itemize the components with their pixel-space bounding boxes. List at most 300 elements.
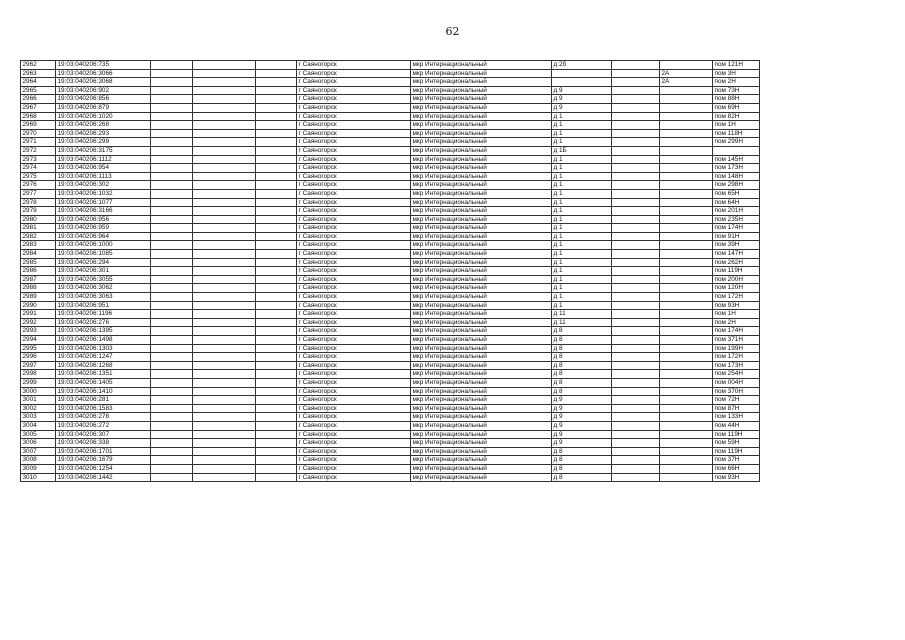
room-cell: пом 298Н	[713, 181, 760, 190]
empty-cell-d	[612, 404, 660, 413]
city-cell: г Саяногорск	[297, 430, 411, 439]
room-cell: пом 91Н	[713, 232, 760, 241]
empty-cell-d	[612, 439, 660, 448]
empty-cell-d	[612, 172, 660, 181]
empty-cell-c	[256, 361, 297, 370]
table-row	[21, 464, 760, 473]
empty-cell-a	[151, 78, 193, 87]
house-cell: д 1	[552, 284, 612, 293]
empty-cell-d	[612, 258, 660, 267]
table-row	[21, 224, 760, 233]
house-cell: д 1	[552, 138, 612, 147]
city-cell: г Саяногорск	[297, 421, 411, 430]
city-cell: г Саяногорск	[297, 361, 411, 370]
empty-cell-d	[612, 353, 660, 362]
cadastral-number-cell: 19:03:040206:1410	[56, 387, 151, 396]
house-cell: д 1	[552, 275, 612, 284]
empty-cell-c	[256, 181, 297, 190]
empty-cell-a	[151, 464, 193, 473]
cadastral-number-cell: 19:03:040206:956	[56, 215, 151, 224]
cadastral-number-cell: 19:03:040206:1020	[56, 112, 151, 121]
empty-cell-b	[193, 464, 256, 473]
cadastral-number-cell: 19:03:040206:1268	[56, 361, 151, 370]
building-cell	[660, 387, 713, 396]
house-cell: д 1	[552, 121, 612, 130]
table-row	[21, 327, 760, 336]
house-cell: д 1	[552, 293, 612, 302]
empty-cell-a	[151, 164, 193, 173]
empty-cell-c	[256, 241, 297, 250]
row-number-cell: 2976	[21, 181, 56, 190]
cadastral-number-cell: 19:03:040206:1498	[56, 336, 151, 345]
row-number-cell: 3008	[21, 456, 56, 465]
cadastral-number-cell: 19:03:040206:1032	[56, 189, 151, 198]
empty-cell-b	[193, 473, 256, 482]
empty-cell-c	[256, 267, 297, 276]
city-cell: г Саяногорск	[297, 284, 411, 293]
city-cell: г Саяногорск	[297, 387, 411, 396]
table-row	[21, 189, 760, 198]
house-cell: д 1	[552, 258, 612, 267]
room-cell: пом 172Н	[713, 353, 760, 362]
empty-cell-d	[612, 112, 660, 121]
room-cell: пом 2Н	[713, 318, 760, 327]
city-cell: г Саяногорск	[297, 241, 411, 250]
empty-cell-c	[256, 293, 297, 302]
street-cell: мкр Интернациональный	[411, 241, 552, 250]
cadastral-number-cell: 19:03:040206:3066	[56, 69, 151, 78]
row-number-cell: 2985	[21, 258, 56, 267]
row-number-cell: 2979	[21, 207, 56, 216]
empty-cell-d	[612, 78, 660, 87]
house-cell: д 8	[552, 327, 612, 336]
city-cell: г Саяногорск	[297, 464, 411, 473]
empty-cell-a	[151, 361, 193, 370]
empty-cell-d	[612, 215, 660, 224]
room-cell: пом 37Н	[713, 456, 760, 465]
street-cell: мкр Интернациональный	[411, 301, 552, 310]
empty-cell-a	[151, 370, 193, 379]
cadastral-number-cell: 19:03:040206:1085	[56, 250, 151, 259]
empty-cell-b	[193, 336, 256, 345]
row-number-cell: 2992	[21, 318, 56, 327]
house-cell	[552, 78, 612, 87]
empty-cell-a	[151, 103, 193, 112]
empty-cell-b	[193, 361, 256, 370]
table-row	[21, 439, 760, 448]
table-row	[21, 155, 760, 164]
house-cell: д 1	[552, 241, 612, 250]
row-number-cell: 3005	[21, 430, 56, 439]
house-cell: д 8	[552, 344, 612, 353]
empty-cell-c	[256, 387, 297, 396]
street-cell: мкр Интернациональный	[411, 464, 552, 473]
empty-cell-d	[612, 232, 660, 241]
empty-cell-c	[256, 473, 297, 482]
room-cell: пом 119Н	[713, 267, 760, 276]
empty-cell-c	[256, 327, 297, 336]
city-cell: г Саяногорск	[297, 447, 411, 456]
empty-cell-d	[612, 370, 660, 379]
room-cell: пом 69Н	[713, 103, 760, 112]
street-cell: мкр Интернациональный	[411, 78, 552, 87]
house-cell: д 8	[552, 336, 612, 345]
empty-cell-c	[256, 404, 297, 413]
empty-cell-a	[151, 224, 193, 233]
empty-cell-d	[612, 207, 660, 216]
empty-cell-d	[612, 413, 660, 422]
empty-cell-b	[193, 215, 256, 224]
street-cell: мкр Интернациональный	[411, 275, 552, 284]
house-cell: д 1	[552, 112, 612, 121]
empty-cell-c	[256, 155, 297, 164]
city-cell: г Саяногорск	[297, 413, 411, 422]
city-cell: г Саяногорск	[297, 336, 411, 345]
row-number-cell: 2974	[21, 164, 56, 173]
row-number-cell: 2986	[21, 267, 56, 276]
empty-cell-c	[256, 189, 297, 198]
street-cell: мкр Интернациональный	[411, 69, 552, 78]
house-cell: д 9	[552, 396, 612, 405]
house-cell: д 11	[552, 310, 612, 319]
empty-cell-c	[256, 439, 297, 448]
empty-cell-a	[151, 95, 193, 104]
city-cell: г Саяногорск	[297, 378, 411, 387]
cadastral-number-cell: 19:03:040206:281	[56, 396, 151, 405]
row-number-cell: 2987	[21, 275, 56, 284]
empty-cell-d	[612, 396, 660, 405]
street-cell: мкр Интернациональный	[411, 396, 552, 405]
cadastral-number-cell: 19:03:040206:1247	[56, 353, 151, 362]
empty-cell-b	[193, 327, 256, 336]
row-number-cell: 2967	[21, 103, 56, 112]
city-cell: г Саяногорск	[297, 172, 411, 181]
cadastral-number-cell: 19:03:040206:735	[56, 61, 151, 70]
empty-cell-c	[256, 86, 297, 95]
empty-cell-c	[256, 78, 297, 87]
empty-cell-b	[193, 61, 256, 70]
building-cell	[660, 267, 713, 276]
city-cell: г Саяногорск	[297, 78, 411, 87]
city-cell: г Саяногорск	[297, 310, 411, 319]
empty-cell-c	[256, 370, 297, 379]
building-cell	[660, 439, 713, 448]
empty-cell-a	[151, 439, 193, 448]
empty-cell-a	[151, 61, 193, 70]
building-cell	[660, 301, 713, 310]
empty-cell-b	[193, 172, 256, 181]
row-number-cell: 2988	[21, 284, 56, 293]
empty-cell-b	[193, 78, 256, 87]
building-cell: 2А	[660, 78, 713, 87]
building-cell	[660, 370, 713, 379]
row-number-cell: 2982	[21, 232, 56, 241]
room-cell: пом 133Н	[713, 413, 760, 422]
empty-cell-a	[151, 207, 193, 216]
row-number-cell: 3002	[21, 404, 56, 413]
empty-cell-b	[193, 164, 256, 173]
empty-cell-b	[193, 258, 256, 267]
table-row	[21, 215, 760, 224]
room-cell: пом 299Н	[713, 138, 760, 147]
building-cell	[660, 121, 713, 130]
empty-cell-c	[256, 224, 297, 233]
street-cell: мкр Интернациональный	[411, 344, 552, 353]
building-cell	[660, 61, 713, 70]
cadastral-number-cell: 19:03:040206:1112	[56, 155, 151, 164]
empty-cell-a	[151, 215, 193, 224]
row-number-cell: 2980	[21, 215, 56, 224]
building-cell	[660, 413, 713, 422]
table-row	[21, 172, 760, 181]
city-cell: г Саяногорск	[297, 112, 411, 121]
table-row	[21, 121, 760, 130]
empty-cell-d	[612, 61, 660, 70]
building-cell	[660, 241, 713, 250]
building-cell	[660, 215, 713, 224]
empty-cell-c	[256, 103, 297, 112]
cadastral-number-cell: 19:03:040206:1000	[56, 241, 151, 250]
table-row	[21, 103, 760, 112]
empty-cell-c	[256, 421, 297, 430]
empty-cell-d	[612, 275, 660, 284]
empty-cell-b	[193, 396, 256, 405]
city-cell: г Саяногорск	[297, 267, 411, 276]
empty-cell-b	[193, 112, 256, 121]
empty-cell-c	[256, 138, 297, 147]
house-cell: д 8	[552, 456, 612, 465]
row-number-cell: 2999	[21, 378, 56, 387]
street-cell: мкр Интернациональный	[411, 370, 552, 379]
room-cell: пом 1Н	[713, 310, 760, 319]
room-cell: пом 254Н	[713, 370, 760, 379]
city-cell: г Саяногорск	[297, 344, 411, 353]
empty-cell-c	[256, 430, 297, 439]
city-cell: г Саяногорск	[297, 95, 411, 104]
room-cell: пом 1Н	[713, 121, 760, 130]
building-cell	[660, 181, 713, 190]
row-number-cell: 2973	[21, 155, 56, 164]
empty-cell-c	[256, 61, 297, 70]
empty-cell-b	[193, 456, 256, 465]
empty-cell-b	[193, 181, 256, 190]
room-cell: пом 371Н	[713, 336, 760, 345]
street-cell: мкр Интернациональный	[411, 439, 552, 448]
house-cell: д 8	[552, 370, 612, 379]
empty-cell-b	[193, 353, 256, 362]
building-cell	[660, 473, 713, 482]
house-cell: д 8	[552, 378, 612, 387]
room-cell: пом 235Н	[713, 215, 760, 224]
row-number-cell: 2984	[21, 250, 56, 259]
empty-cell-c	[256, 396, 297, 405]
cadastral-number-cell: 19:03:040206:1113	[56, 172, 151, 181]
house-cell: д 1	[552, 164, 612, 173]
empty-cell-a	[151, 250, 193, 259]
empty-cell-d	[612, 284, 660, 293]
street-cell: мкр Интернациональный	[411, 138, 552, 147]
building-cell: 2А	[660, 69, 713, 78]
building-cell	[660, 447, 713, 456]
room-cell: пом 119Н	[713, 447, 760, 456]
street-cell: мкр Интернациональный	[411, 473, 552, 482]
empty-cell-a	[151, 155, 193, 164]
house-cell: д 1	[552, 155, 612, 164]
empty-cell-b	[193, 189, 256, 198]
table-row	[21, 413, 760, 422]
row-number-cell: 2965	[21, 86, 56, 95]
row-number-cell: 2977	[21, 189, 56, 198]
city-cell: г Саяногорск	[297, 353, 411, 362]
table-row	[21, 301, 760, 310]
house-cell: д 1	[552, 267, 612, 276]
street-cell: мкр Интернациональный	[411, 430, 552, 439]
room-cell: пом 3Н	[713, 69, 760, 78]
empty-cell-a	[151, 336, 193, 345]
cadastral-number-cell: 19:03:040206:301	[56, 267, 151, 276]
empty-cell-b	[193, 155, 256, 164]
room-cell: пом 93Н	[713, 301, 760, 310]
building-cell	[660, 207, 713, 216]
empty-cell-c	[256, 215, 297, 224]
table-row	[21, 344, 760, 353]
house-cell: д 1	[552, 198, 612, 207]
empty-cell-a	[151, 310, 193, 319]
city-cell: г Саяногорск	[297, 224, 411, 233]
page-number: 62	[445, 25, 460, 38]
table-row	[21, 129, 760, 138]
street-cell: мкр Интернациональный	[411, 103, 552, 112]
empty-cell-a	[151, 129, 193, 138]
house-cell: д 9	[552, 103, 612, 112]
row-number-cell: 3010	[21, 473, 56, 482]
empty-cell-b	[193, 318, 256, 327]
city-cell: г Саяногорск	[297, 250, 411, 259]
room-cell: пом 121Н	[713, 61, 760, 70]
cadastral-number-cell: 19:03:040206:1679	[56, 456, 151, 465]
empty-cell-b	[193, 310, 256, 319]
row-number-cell: 2962	[21, 61, 56, 70]
empty-cell-b	[193, 447, 256, 456]
empty-cell-a	[151, 344, 193, 353]
empty-cell-b	[193, 198, 256, 207]
table-row	[21, 387, 760, 396]
empty-cell-c	[256, 447, 297, 456]
building-cell	[660, 138, 713, 147]
room-cell: пом 172Н	[713, 293, 760, 302]
house-cell: д 1	[552, 129, 612, 138]
building-cell	[660, 172, 713, 181]
empty-cell-d	[612, 86, 660, 95]
city-cell: г Саяногорск	[297, 327, 411, 336]
cadastral-number-cell: 19:03:040206:276	[56, 318, 151, 327]
street-cell: мкр Интернациональный	[411, 181, 552, 190]
city-cell: г Саяногорск	[297, 370, 411, 379]
house-cell: д 8	[552, 464, 612, 473]
house-cell: д 9	[552, 430, 612, 439]
empty-cell-a	[151, 396, 193, 405]
empty-cell-d	[612, 267, 660, 276]
street-cell: мкр Интернациональный	[411, 387, 552, 396]
building-cell	[660, 258, 713, 267]
row-number-cell: 3009	[21, 464, 56, 473]
table-row	[21, 69, 760, 78]
street-cell: мкр Интернациональный	[411, 336, 552, 345]
city-cell: г Саяногорск	[297, 275, 411, 284]
city-cell: г Саяногорск	[297, 146, 411, 155]
table-row	[21, 258, 760, 267]
registry-table	[20, 60, 760, 482]
row-number-cell: 2997	[21, 361, 56, 370]
table-row	[21, 421, 760, 430]
empty-cell-a	[151, 112, 193, 121]
room-cell: пом 73Н	[713, 86, 760, 95]
empty-cell-b	[193, 430, 256, 439]
city-cell: г Саяногорск	[297, 198, 411, 207]
building-cell	[660, 146, 713, 155]
empty-cell-d	[612, 103, 660, 112]
house-cell: д 1	[552, 181, 612, 190]
city-cell: г Саяногорск	[297, 164, 411, 173]
row-number-cell: 2975	[21, 172, 56, 181]
table-row	[21, 61, 760, 70]
cadastral-number-cell: 19:03:040206:1077	[56, 198, 151, 207]
house-cell: д 1	[552, 250, 612, 259]
cadastral-number-cell: 19:03:040206:964	[56, 232, 151, 241]
table-row	[21, 447, 760, 456]
city-cell: г Саяногорск	[297, 121, 411, 130]
house-cell: д 8	[552, 361, 612, 370]
house-cell: д 11	[552, 318, 612, 327]
empty-cell-a	[151, 198, 193, 207]
house-cell: д 2б	[552, 61, 612, 70]
empty-cell-d	[612, 378, 660, 387]
empty-cell-b	[193, 387, 256, 396]
house-cell	[552, 69, 612, 78]
table-row	[21, 396, 760, 405]
building-cell	[660, 361, 713, 370]
street-cell: мкр Интернациональный	[411, 318, 552, 327]
empty-cell-b	[193, 413, 256, 422]
empty-cell-a	[151, 232, 193, 241]
empty-cell-c	[256, 310, 297, 319]
building-cell	[660, 86, 713, 95]
house-cell: д 1	[552, 232, 612, 241]
empty-cell-b	[193, 267, 256, 276]
street-cell: мкр Интернациональный	[411, 61, 552, 70]
cadastral-number-cell: 19:03:040206:951	[56, 301, 151, 310]
empty-cell-b	[193, 250, 256, 259]
cadastral-number-cell: 19:03:040206:1395	[56, 327, 151, 336]
house-cell: д 9	[552, 86, 612, 95]
row-number-cell: 2995	[21, 344, 56, 353]
room-cell: пом 174Н	[713, 327, 760, 336]
table-row	[21, 430, 760, 439]
room-cell: пом 120Н	[713, 284, 760, 293]
house-cell: д 9	[552, 439, 612, 448]
empty-cell-d	[612, 344, 660, 353]
building-cell	[660, 250, 713, 259]
building-cell	[660, 164, 713, 173]
row-number-cell: 2981	[21, 224, 56, 233]
empty-cell-c	[256, 164, 297, 173]
empty-cell-d	[612, 155, 660, 164]
empty-cell-c	[256, 456, 297, 465]
room-cell: пом 173Н	[713, 361, 760, 370]
empty-cell-a	[151, 447, 193, 456]
room-cell	[713, 146, 760, 155]
empty-cell-d	[612, 224, 660, 233]
